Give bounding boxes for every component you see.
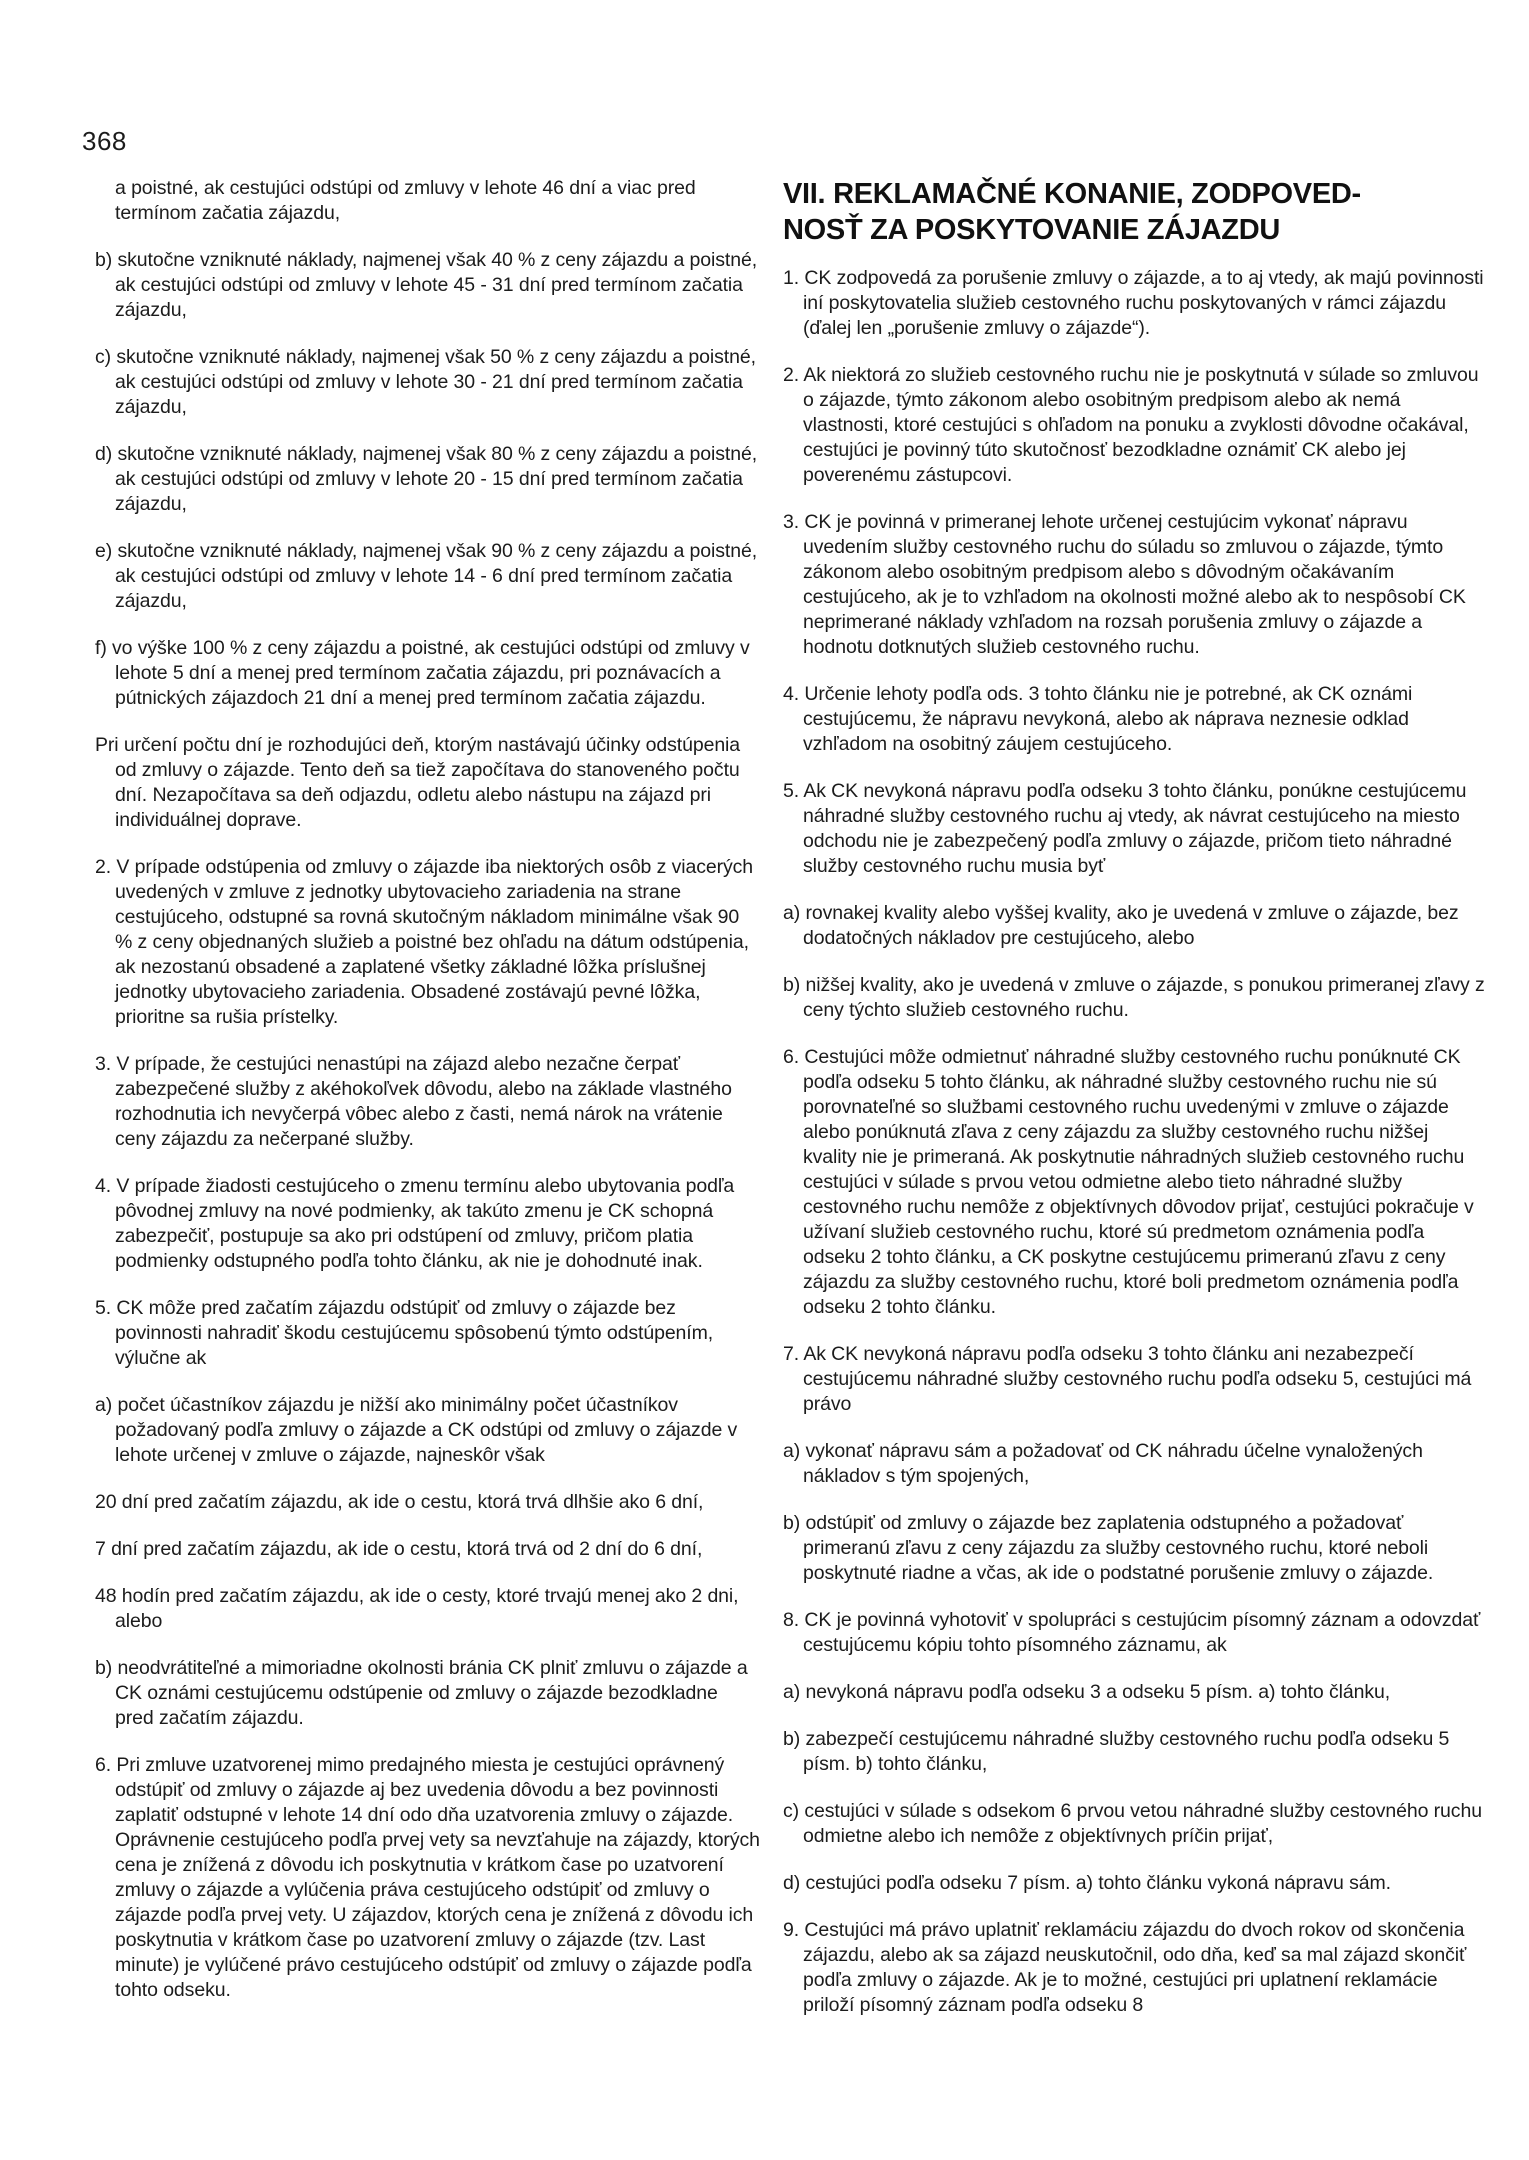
list-marker: c): [783, 1800, 805, 1822]
paragraph: [95, 1490, 760, 1515]
paragraph: [95, 1537, 760, 1562]
list-marker: a): [783, 1681, 806, 1703]
list-marker: 2.: [95, 856, 117, 878]
left-column-paragraphs: [95, 176, 760, 2003]
list-marker: 1.: [783, 267, 805, 289]
right-column-paragraphs: [783, 266, 1485, 2018]
paragraph: [95, 855, 760, 1030]
list-marker: a): [95, 1394, 118, 1416]
paragraph: [95, 1584, 760, 1634]
list-marker: b): [783, 974, 806, 996]
paragraph: [783, 266, 1485, 341]
list-marker: 3.: [95, 1053, 117, 1075]
paragraph: [95, 345, 760, 420]
paragraph-text: zabezpečí cestujúcemu náhradné služby cestovného ruchu podľa odseku 5 písm. b) tohto článku,: [803, 1728, 1450, 1775]
paragraph-text: a poistné, ak cestujúci odstúpi od zmluvy v lehote 46 dní a viac pred termínom začatia zájazdu,: [115, 177, 696, 224]
paragraph-text: Cestujúci môže odmietnuť náhradné služby cestovného ruchu ponúknuté CK podľa odseku 5 tohto článku, ak náhradné služby cestovného ruchu nie sú porovnateľné so službami cestovného ruchu uvedenými v zmluve o zájazde alebo ponúknutá zľava z ceny zájazdu za služby cestovného ruchu nižšej kvality nie je primeraná. Ak poskytnutie náhradných služieb cestovného ruchu cestujúci v súlade s prvou vetou odmietne alebo tieto náhradné služby cestovného ruchu nemôže z objektívnych dôvodov prijať, cestujúci pokračuje v užívaní služieb cestovného ruchu, ktoré sú predmetom oznámenia podľa odseku 2 tohto článku, a CK poskytne cestujúcemu primeranú zľavu z ceny zájazdu za služby cestovného ruchu, ktoré boli predmetom oznámenia podľa odseku 2 tohto článku.: [803, 1046, 1474, 1318]
list-marker: 3.: [783, 511, 805, 533]
paragraph: [783, 682, 1485, 757]
paragraph: [783, 510, 1485, 660]
paragraph: [95, 1174, 760, 1274]
list-marker: 4.: [783, 683, 805, 705]
paragraph-text: nevykoná nápravu podľa odseku 3 a odseku 5 písm. a) tohto článku,: [805, 1681, 1391, 1703]
paragraph-text: V prípade, že cestujúci nenastúpi na zájazd alebo nezačne čerpať zabezpečené služby z akéhokoľvek dôvodu, alebo na základe vlastného rozhodnutia ich nevyčerpá vôbec alebo z časti, nemá nárok na vrátenie ceny zájazdu za nečerpané služby.: [115, 1053, 732, 1150]
paragraph-text: vo výške 100 % z ceny zájazdu a poistné, ak cestujúci odstúpi od zmluvy v lehote 5 dní a menej pred termínom začatia zájazdu, pri poznávacích a pútnických zájazdoch 21 dní a menej pred termínom začatia zájazdu.: [112, 637, 750, 709]
list-marker: 6.: [95, 1754, 117, 1776]
paragraph-text: Určenie lehoty podľa ods. 3 tohto článku nie je potrebné, ak CK oznámi cestujúcemu, že nápravu nevykoná, alebo ak náprava neznesie odklad vzhľadom na osobitný záujem cestujúceho.: [803, 683, 1413, 755]
section-heading-line1: VII. REKLAMAČNÉ KONANIE, ZODPOVED-: [783, 178, 1361, 210]
list-marker: e): [95, 540, 118, 562]
section-heading: [783, 176, 1485, 248]
paragraph-text: odstúpiť od zmluvy o zájazde bez zaplatenia odstupného a požadovať primeranú zľavu z ceny zájazdu za služby cestovného ruchu, ktoré neboli poskytnuté riadne a včas, ak ide o podstatné porušenie zmluvy o zájazde.: [803, 1512, 1434, 1584]
paragraph: [783, 1727, 1485, 1777]
paragraph-text: 20 dní pred začatím zájazdu, ak ide o cestu, ktorá trvá dlhšie ako 6 dní,: [95, 1491, 704, 1513]
list-marker: b): [783, 1728, 806, 1750]
paragraph: [783, 973, 1485, 1023]
list-marker: d): [95, 443, 118, 465]
paragraph-text: cestujúci v súlade s odsekom 6 prvou vetou náhradné služby cestovného ruchu odmietne alebo ich nemôže z objektívnych príčin prijať,: [803, 1800, 1482, 1847]
paragraph: [783, 1045, 1485, 1320]
paragraph-text: neodvrátiteľné a mimoriadne okolnosti bránia CK plniť zmluvu o zájazde a CK oznámi cestujúcemu odstúpenie od zmluvy o zájazde bezodkladne pred začatím zájazdu.: [115, 1657, 748, 1729]
list-marker: 6.: [783, 1046, 805, 1068]
paragraph-text: nižšej kvality, ako je uvedená v zmluve o zájazde, s ponukou primeranej zľavy z ceny týchto služieb cestovného ruchu.: [803, 974, 1485, 1021]
paragraph: [95, 1753, 760, 2003]
paragraph-text: V prípade žiadosti cestujúceho o zmenu termínu alebo ubytovania podľa pôvodnej zmluvy na nové podmienky, ak takúto zmenu je CK schopná zabezpečiť, postupuje sa ako pri odstúpení od zmluvy, pričom platia podmienky odstupného podľa tohto článku, ak nie je dohodnuté inak.: [115, 1175, 735, 1272]
list-marker: c): [95, 346, 117, 368]
paragraph-text: 7 dní pred začatím zájazdu, ak ide o cestu, ktorá trvá od 2 dní do 6 dní,: [95, 1538, 703, 1560]
list-marker: d): [783, 1872, 806, 1894]
paragraph: [783, 1918, 1485, 2018]
paragraph: [783, 363, 1485, 488]
paragraph-text: skutočne vzniknuté náklady, najmenej však 80 % z ceny zájazdu a poistné, ak cestujúci odstúpi od zmluvy v lehote 20 - 15 dní pred termínom začatia zájazdu,: [115, 443, 758, 515]
paragraph: [95, 176, 760, 226]
paragraph: [783, 1608, 1485, 1658]
paragraph-text: skutočne vzniknuté náklady, najmenej však 40 % z ceny zájazdu a poistné, ak cestujúci odstúpi od zmluvy v lehote 45 - 31 dní pred termínom začatia zájazdu,: [115, 249, 758, 321]
paragraph-text: CK je povinná v primeranej lehote určenej cestujúcim vykonať nápravu uvedením služby cestovného ruchu do súladu so zmluvou o zájazde, týmto zákonom alebo osobitným predpisom alebo s dôvodným očakávaním cestujúceho, ak je to vzhľadom na okolnosti možné alebo ak to nespôsobí CK neprimerané náklady vzhľadom na rozsah porušenia zmluvy o zájazde a hodnotu dotknutých služieb cestovného ruchu.: [803, 511, 1466, 658]
paragraph-text: CK môže pred začatím zájazdu odstúpiť od zmluvy o zájazde bez povinnosti nahradiť škodu cestujúcemu spôsobenú týmto odstúpením, výlučne ak: [115, 1297, 714, 1369]
paragraph: [95, 733, 760, 833]
paragraph-text: počet účastníkov zájazdu je nižší ako minimálny počet účastníkov požadovaný podľa zmluvy o zájazde a CK odstúpi od zmluvy o zájazde v lehote určenej v zmluve o zájazde, najneskôr však: [115, 1394, 738, 1466]
paragraph-text: V prípade odstúpenia od zmluvy o zájazde iba niektorých osôb z viacerých uvedených v zmluve z jednotky ubytovacieho zariadenia na strane cestujúceho, odstupné sa rovná skutočným nákladom minimálne však 90 % z ceny objednaných služieb a poistné bez ohľadu na dátum odstúpenia, ak nezostanú obsadené a zaplatené všetky základné lôžka príslušnej jednotky ubytovacieho zariadenia. Obsadené zostávajú pevné lôžka, prioritne sa rušia prístelky.: [115, 856, 754, 1028]
list-marker: b): [95, 249, 118, 271]
paragraph-text: skutočne vzniknuté náklady, najmenej však 50 % z ceny zájazdu a poistné, ak cestujúci odstúpi od zmluvy v lehote 30 - 21 dní pred termínom začatia zájazdu,: [115, 346, 756, 418]
paragraph-text: skutočne vzniknuté náklady, najmenej však 90 % z ceny zájazdu a poistné, ak cestujúci odstúpi od zmluvy v lehote 14 - 6 dní pred termínom začatia zájazdu,: [115, 540, 758, 612]
paragraph: [95, 248, 760, 323]
list-marker: b): [95, 1657, 118, 1679]
list-marker: 8.: [783, 1609, 805, 1631]
paragraph-text: CK je povinná vyhotoviť v spolupráci s cestujúcim písomný záznam a odovzdať cestujúcemu kópiu tohto písomného záznamu, ak: [803, 1609, 1481, 1656]
list-marker: b): [783, 1512, 806, 1534]
paragraph-text: rovnakej kvality alebo vyššej kvality, ako je uvedená v zmluve o zájazde, bez dodatočných nákladov pre cestujúceho, alebo: [803, 902, 1459, 949]
paragraph-text: 48 hodín pred začatím zájazdu, ak ide o cesty, ktoré trvajú menej ako 2 dni, alebo: [95, 1585, 739, 1632]
list-marker: 5.: [783, 780, 804, 802]
paragraph: [783, 779, 1485, 879]
paragraph-text: Ak CK nevykoná nápravu podľa odseku 3 tohto článku ani nezabezpečí cestujúcemu náhradné služby cestovného ruchu podľa odseku 5, cestujúci má právo: [803, 1343, 1472, 1415]
paragraph: [95, 539, 760, 614]
paragraph-text: vykonať nápravu sám a požadovať od CK náhradu účelne vynaložených nákladov s tým spojených,: [803, 1440, 1423, 1487]
paragraph-text: Pri určení počtu dní je rozhodujúci deň, ktorým nastávajú účinky odstúpenia od zmluvy o zájazde. Tento deň sa tiež započítava do stanoveného počtu dní. Nezapočítava sa deň odjazdu, odletu alebo nástupu na zájazd pri individuálnej doprave.: [95, 734, 741, 831]
list-marker: 7.: [783, 1343, 804, 1365]
list-marker: 5.: [95, 1297, 117, 1319]
page-number: 368: [82, 126, 127, 156]
paragraph: [783, 1680, 1485, 1705]
paragraph: [95, 1052, 760, 1152]
paragraph-text: cestujúci podľa odseku 7 písm. a) tohto článku vykoná nápravu sám.: [805, 1872, 1391, 1894]
list-marker: 9.: [783, 1919, 805, 1941]
paragraph: [783, 1511, 1485, 1586]
paragraph: [783, 1439, 1485, 1489]
paragraph-text: CK zodpovedá za porušenie zmluvy o zájazde, a to aj vtedy, ak majú povinnosti iní poskytovatelia služieb cestovného ruchu poskytovaných v rámci zájazdu (ďalej len „porušenie zmluvy o zájazde“).: [803, 267, 1484, 339]
paragraph: [95, 442, 760, 517]
list-marker: a): [783, 902, 806, 924]
paragraph: [95, 1393, 760, 1468]
paragraph: [783, 1799, 1485, 1849]
paragraph-text: Ak CK nevykoná nápravu podľa odseku 3 tohto článku, ponúkne cestujúcemu náhradné služby cestovného ruchu aj vtedy, ak návrat cestujúceho na miesto odchodu nie je zabezpečený podľa zmluvy o zájazde, pričom tieto náhradné služby cestovného ruchu musia byť: [803, 780, 1467, 877]
paragraph: [783, 901, 1485, 951]
paragraph: [95, 1296, 760, 1371]
list-marker: f): [95, 637, 113, 659]
paragraph: [95, 636, 760, 711]
paragraph: [95, 1656, 760, 1731]
paragraph-text: Ak niektorá zo služieb cestovného ruchu nie je poskytnutá v súlade so zmluvou o zájazde, týmto zákonom alebo osobitným predpisom alebo ak nemá vlastnosti, ktoré cestujúci s ohľadom na ponuku a zvyklosti dôvodne očakával, cestujúci je povinný túto skutočnosť bezodkladne oznámiť CK alebo jej poverenému zástupcovi.: [803, 364, 1479, 486]
paragraph-text: Pri zmluve uzatvorenej mimo predajného miesta je cestujúci oprávnený odstúpiť od zmluvy o zájazde aj bez uvedenia dôvodu a bez povinnosti zaplatiť odstupné v lehote 14 dní odo dňa uzatvorenia zmluvy o zájazde. Oprávnenie cestujúceho podľa prvej vety sa nevzťahuje na zájazdy, ktorých cena je znížená z dôvodu ich poskytnutia v krátkom čase po uzatvorení zmluvy o zájazde a vylúčenia práva cestujúceho odstúpiť od zmluvy o zájazde podľa prvej vety. U zájazdov, ktorých cena je znížená z dôvodu ich poskytnutia v krátkom čase po uzatvorení zmluvy o zájazde (tzv. Last minute) je vylúčené právo cestujúceho odstúpiť od zmluvy o zájazde podľa tohto odseku.: [115, 1754, 760, 2001]
list-marker: 4.: [95, 1175, 117, 1197]
list-marker: 2.: [783, 364, 804, 386]
paragraph: [783, 1342, 1485, 1417]
left-column: [95, 176, 760, 2003]
paragraph: [783, 1871, 1485, 1896]
paragraph-text: Cestujúci má právo uplatniť reklamáciu zájazdu do dvoch rokov od skončenia zájazdu, alebo ak sa zájazd neuskutočnil, odo dňa, keď sa mal zájazd skončiť podľa zmluvy o zájazde. Ak je to možné, cestujúci pri uplatnení reklamácie priloží písomný záznam podľa odseku 8: [803, 1919, 1467, 2016]
right-column: [783, 176, 1485, 2018]
section-heading-line2: NOSŤ ZA POSKYTOVANIE ZÁJAZDU: [783, 214, 1280, 246]
list-marker: a): [783, 1440, 806, 1462]
